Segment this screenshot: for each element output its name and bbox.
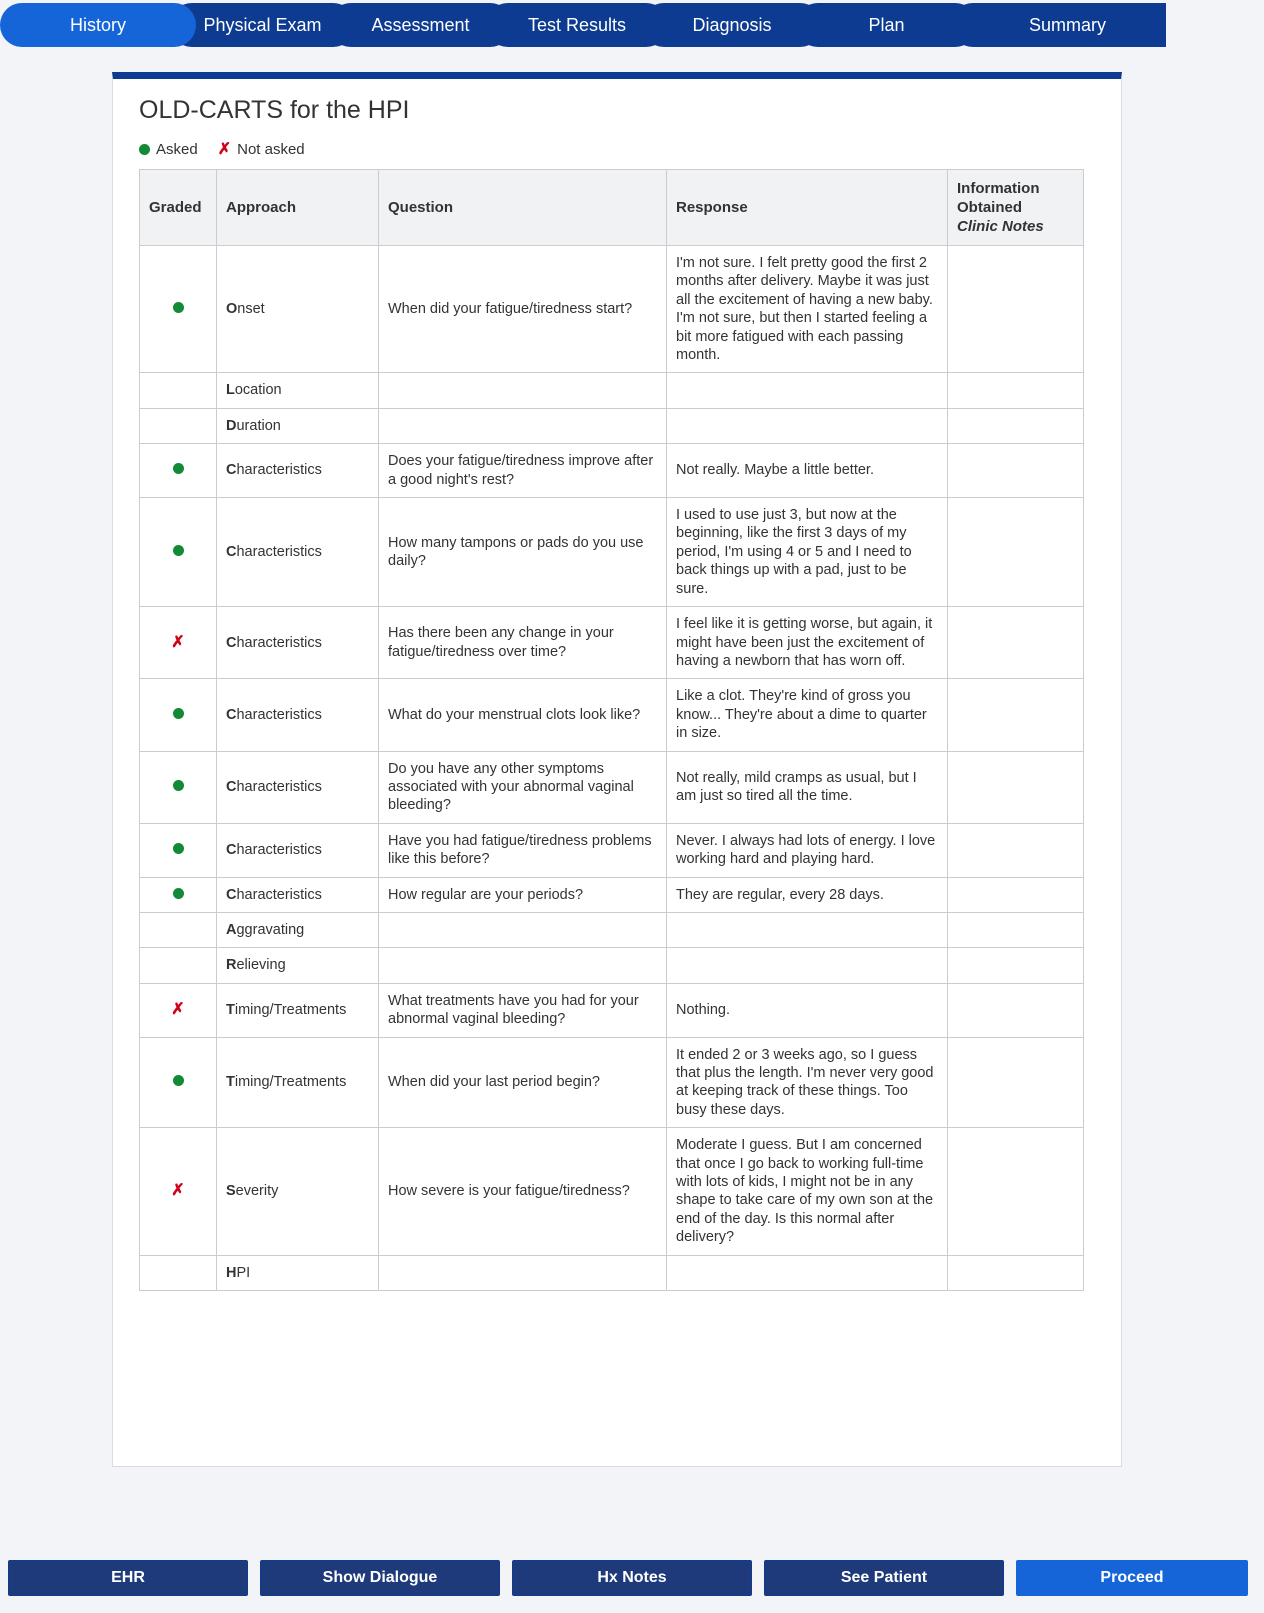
graded-cell-empty <box>140 373 217 408</box>
asked-dot-icon <box>140 498 217 607</box>
approach-cell: Characteristics <box>217 823 379 877</box>
question-cell <box>379 408 667 443</box>
information-obtained-cell[interactable] <box>948 1037 1084 1128</box>
asked-dot-icon <box>139 144 150 155</box>
table-row[interactable] <box>140 408 1084 443</box>
table-row[interactable] <box>140 823 1084 877</box>
information-obtained-cell[interactable] <box>948 679 1084 751</box>
table-row[interactable] <box>140 444 1084 498</box>
tab-assessment[interactable] <box>329 3 512 47</box>
response-cell <box>667 373 948 408</box>
approach-cell: Characteristics <box>217 498 379 607</box>
approach-cell: Timing/Treatments <box>217 1037 379 1128</box>
question-cell <box>379 1255 667 1290</box>
tab-plan[interactable] <box>796 3 977 47</box>
approach-cell: Duration <box>217 408 379 443</box>
information-obtained-cell[interactable] <box>948 877 1084 912</box>
question-cell: Has there been any change in your fatigue/tiredness over time? <box>379 607 667 679</box>
approach-cell: Characteristics <box>217 679 379 751</box>
asked-dot-icon <box>140 751 217 823</box>
question-cell <box>379 373 667 408</box>
approach-cell: Severity <box>217 1128 379 1255</box>
question-cell: Does your fatigue/tiredness improve after a good night's rest? <box>379 444 667 498</box>
response-cell: Like a clot. They're kind of gross you know... They're about a dime to quarter in size. <box>667 679 948 751</box>
information-obtained-cell[interactable] <box>948 823 1084 877</box>
approach-cell: Characteristics <box>217 877 379 912</box>
column-header-graded: Graded <box>140 170 217 246</box>
approach-cell: Characteristics <box>217 751 379 823</box>
information-obtained-cell[interactable] <box>948 373 1084 408</box>
response-cell: I used to use just 3, but now at the beginning, like the first 3 days of my period, I'm using 4 or 5 and I need to back things up with a pad, just to be sure. <box>667 498 948 607</box>
approach-cell: HPI <box>217 1255 379 1290</box>
question-cell: How regular are your periods? <box>379 877 667 912</box>
question-cell: How many tampons or pads do you use daily? <box>379 498 667 607</box>
legend-asked-label: Asked <box>156 140 198 158</box>
button-label: EHR <box>111 1569 145 1586</box>
column-header-question: Question <box>379 170 667 246</box>
old-carts-table <box>139 169 1084 1291</box>
info-line2: Obtained <box>957 198 1023 216</box>
response-cell: Not really, mild cramps as usual, but I am just so tired all the time. <box>667 751 948 823</box>
tab-diagnosis[interactable] <box>642 3 822 47</box>
tab-test-results[interactable] <box>486 3 668 47</box>
information-obtained-cell[interactable] <box>948 912 1084 947</box>
not-asked-x-icon: ✗ <box>140 607 217 679</box>
column-header-information-obtained <box>948 170 1084 246</box>
table-body <box>140 246 1084 1291</box>
tab-label: Physical Exam <box>203 14 322 35</box>
question-cell <box>379 948 667 983</box>
table-row[interactable] <box>140 679 1084 751</box>
response-cell: They are regular, every 28 days. <box>667 877 948 912</box>
response-cell: I'm not sure. I felt pretty good the first 2 months after delivery. Maybe it was just all the excitement of having a new baby. I'm not sure, but then I started feeling a bit more fatigued with each passing month. <box>667 246 948 373</box>
table-row[interactable] <box>140 877 1084 912</box>
see-patient-button[interactable] <box>764 1560 1004 1596</box>
tab-label: Plan <box>868 14 905 35</box>
button-label: Proceed <box>1100 1569 1164 1586</box>
table-row[interactable] <box>140 912 1084 947</box>
table-row[interactable] <box>140 607 1084 679</box>
question-cell <box>379 912 667 947</box>
table-row[interactable] <box>140 498 1084 607</box>
tab-label: Diagnosis <box>692 14 772 35</box>
response-cell <box>667 912 948 947</box>
response-cell: Moderate I guess. But I am concerned that once I go back to working full-time with lots of kids, I might not be in any shape to take care of my own son at the end of the day. Is this normal after delivery? <box>667 1128 948 1255</box>
approach-cell: Location <box>217 373 379 408</box>
page-title: OLD-CARTS for the HPI <box>139 96 410 124</box>
approach-cell: Characteristics <box>217 607 379 679</box>
table-row[interactable] <box>140 751 1084 823</box>
approach-cell: Characteristics <box>217 444 379 498</box>
response-cell: Never. I always had lots of energy. I love working hard and playing hard. <box>667 823 948 877</box>
graded-cell-empty <box>140 1255 217 1290</box>
not-asked-x-icon: ✗ <box>140 1128 217 1255</box>
response-cell <box>667 1255 948 1290</box>
response-cell: I feel like it is getting worse, but again, it might have been just the excitement of having a newborn that has worn off. <box>667 607 948 679</box>
column-header-approach: Approach <box>217 170 379 246</box>
legend-not-asked-label: Not asked <box>237 140 305 158</box>
information-obtained-cell[interactable] <box>948 444 1084 498</box>
hx-notes-button[interactable] <box>512 1560 752 1596</box>
approach-cell: Onset <box>217 246 379 373</box>
table-row[interactable] <box>140 373 1084 408</box>
asked-dot-icon <box>140 679 217 751</box>
not-asked-x-icon: ✗ <box>217 141 232 158</box>
response-cell: Nothing. <box>667 983 948 1037</box>
asked-dot-icon <box>140 1037 217 1128</box>
information-obtained-cell[interactable] <box>948 948 1084 983</box>
question-cell: When did your fatigue/tiredness start? <box>379 246 667 373</box>
table-row[interactable] <box>140 246 1084 373</box>
asked-dot-icon <box>140 823 217 877</box>
response-cell: Not really. Maybe a little better. <box>667 444 948 498</box>
response-cell <box>667 408 948 443</box>
table-row[interactable] <box>140 1128 1084 1255</box>
information-obtained-cell[interactable] <box>948 983 1084 1037</box>
tab-label: Assessment <box>371 14 470 35</box>
response-cell: It ended 2 or 3 weeks ago, so I guess that plus the length. I'm never very good at keeping track of these things. Too busy these days. <box>667 1037 948 1128</box>
tab-label: Test Results <box>527 14 627 35</box>
button-label: See Patient <box>840 1569 928 1586</box>
tab-summary[interactable] <box>951 3 1166 47</box>
asked-dot-icon <box>140 877 217 912</box>
approach-cell: Timing/Treatments <box>217 983 379 1037</box>
tab-label: History <box>69 14 126 35</box>
asked-dot-icon <box>140 246 217 373</box>
show-dialogue-button[interactable] <box>260 1560 500 1596</box>
asked-dot-icon <box>140 444 217 498</box>
information-obtained-cell[interactable] <box>948 1255 1084 1290</box>
graded-cell-empty <box>140 948 217 983</box>
ehr-button[interactable] <box>8 1560 248 1596</box>
question-cell: When did your last period begin? <box>379 1037 667 1128</box>
information-obtained-cell[interactable] <box>948 1128 1084 1255</box>
button-label: Show Dialogue <box>322 1569 438 1586</box>
column-header-response: Response <box>667 170 948 246</box>
tab-history[interactable] <box>0 3 196 47</box>
information-obtained-cell[interactable] <box>948 607 1084 679</box>
legend <box>139 139 1121 159</box>
table-row[interactable] <box>140 1037 1084 1128</box>
info-line1: Information <box>957 179 1040 197</box>
table-row[interactable] <box>140 948 1084 983</box>
information-obtained-cell[interactable] <box>948 751 1084 823</box>
button-label: Hx Notes <box>597 1569 667 1586</box>
approach-cell: Aggravating <box>217 912 379 947</box>
information-obtained-cell[interactable] <box>948 246 1084 373</box>
question-cell: What treatments have you had for your abnormal vaginal bleeding? <box>379 983 667 1037</box>
graded-cell-empty <box>140 408 217 443</box>
question-cell: How severe is your fatigue/tiredness? <box>379 1128 667 1255</box>
proceed-button[interactable] <box>1016 1560 1248 1596</box>
info-line3: Clinic Notes <box>957 218 1044 236</box>
table-row[interactable] <box>140 1255 1084 1290</box>
information-obtained-cell[interactable] <box>948 498 1084 607</box>
information-obtained-cell[interactable] <box>948 408 1084 443</box>
table-header-row <box>140 170 1084 246</box>
response-cell <box>667 948 948 983</box>
question-cell: Do you have any other symptoms associated with your abnormal vaginal bleeding? <box>379 751 667 823</box>
tab-label: Summary <box>1028 14 1106 35</box>
question-cell: What do your menstrual clots look like? <box>379 679 667 751</box>
section-navigation-tabs <box>0 0 1264 50</box>
graded-cell-empty <box>140 912 217 947</box>
old-carts-card <box>112 72 1122 1467</box>
tab-physical-exam[interactable] <box>170 3 355 47</box>
question-cell: Have you had fatigue/tiredness problems like this before? <box>379 823 667 877</box>
table-row[interactable] <box>140 983 1084 1037</box>
approach-cell: Relieving <box>217 948 379 983</box>
not-asked-x-icon: ✗ <box>140 983 217 1037</box>
bottom-action-bar <box>0 1543 1264 1613</box>
